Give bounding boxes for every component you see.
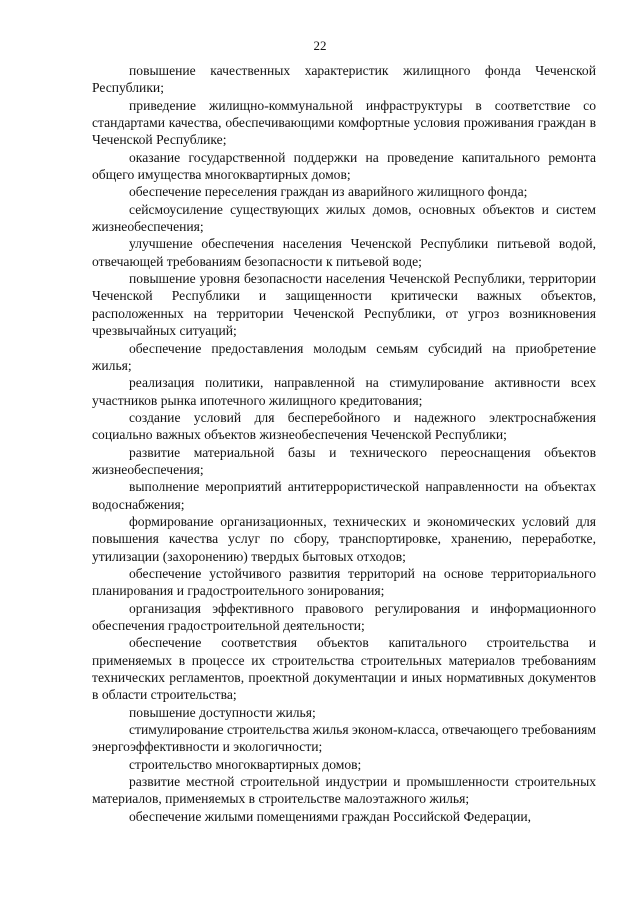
paragraph: повышение доступности жилья; [129, 704, 316, 720]
paragraph: развитие материальной базы и технического переоснащения объектов жизнеобеспечения; [92, 444, 596, 477]
page-number: 22 [313, 38, 327, 53]
paragraph: развитие местной строительной индустрии и промышленности строительных материалов, применяемых в строительстве малоэтажного жилья; [92, 774, 596, 807]
paragraph: формирование организационных, технических и экономических условий для повышения качества услуг по сбору, транспортировке, хранению, переработке, утилизации (захоронению) твердых бытовых отходов; [92, 513, 596, 564]
paragraph: организация эффективного правового регулирования и информационного обеспечения градостроительной деятельности; [92, 600, 596, 633]
document-body [92, 62, 596, 825]
paragraph: обеспечение устойчивого развития территорий на основе территориального планирования и градостроительного зонирования; [92, 565, 596, 599]
paragraph: создание условий для бесперебойного и надежного электроснабжения социально важных объектов жизнеобеспечения Чеченской Республики; [92, 409, 596, 443]
paragraph: сейсмоусиление существующих жилых домов, основных объектов и систем жизнеобеспечения; [92, 201, 596, 235]
paragraph: повышение качественных характеристик жилищного фонда Чеченской Республики; [92, 63, 596, 96]
paragraph: повышение уровня безопасности населения Чеченской Республики, территории Чеченской Республики и защищенности критически важных объектов, расположенных на территории Чеченской Республики, от угроз возникновения чрезвычайных ситуаций; [92, 271, 596, 339]
paragraph: обеспечение переселения граждан из аварийного жилищного фонда; [129, 184, 528, 200]
paragraph: приведение жилищно-коммунальной инфраструктуры в соответствие со стандартами качества, обеспечивающими комфортные условия проживания граждан в Чеченской Республике; [92, 97, 596, 148]
paragraph: обеспечение соответствия объектов капитального строительства и применяемых в процессе их строительства строительных материалов требованиям технических регламентов, проектной документации и иных нормативных документов в области строительства; [92, 635, 596, 703]
paragraph: обеспечение жилыми помещениями граждан Российской Федерации, [129, 808, 532, 824]
paragraph: строительство многоквартирных домов; [129, 756, 362, 772]
paragraph: обеспечение предоставления молодым семьям субсидий на приобретение жилья; [92, 340, 596, 373]
paragraph: улучшение обеспечения населения Чеченской Республики питьевой водой, отвечающей требованиям безопасности к питьевой воде; [92, 236, 596, 269]
paragraph: выполнение мероприятий антитеррористической направленности на объектах водоснабжения; [92, 479, 596, 512]
paragraph: стимулирование строительства жилья эконом-класса, отвечающего требованиям энергоэффективности и экологичности; [92, 722, 596, 755]
paragraph: реализация политики, направленной на стимулирование активности всех участников рынка ипотечного жилищного кредитования; [92, 375, 596, 408]
paragraph: оказание государственной поддержки на проведение капитального ремонта общего имущества многоквартирных домов; [92, 149, 596, 183]
